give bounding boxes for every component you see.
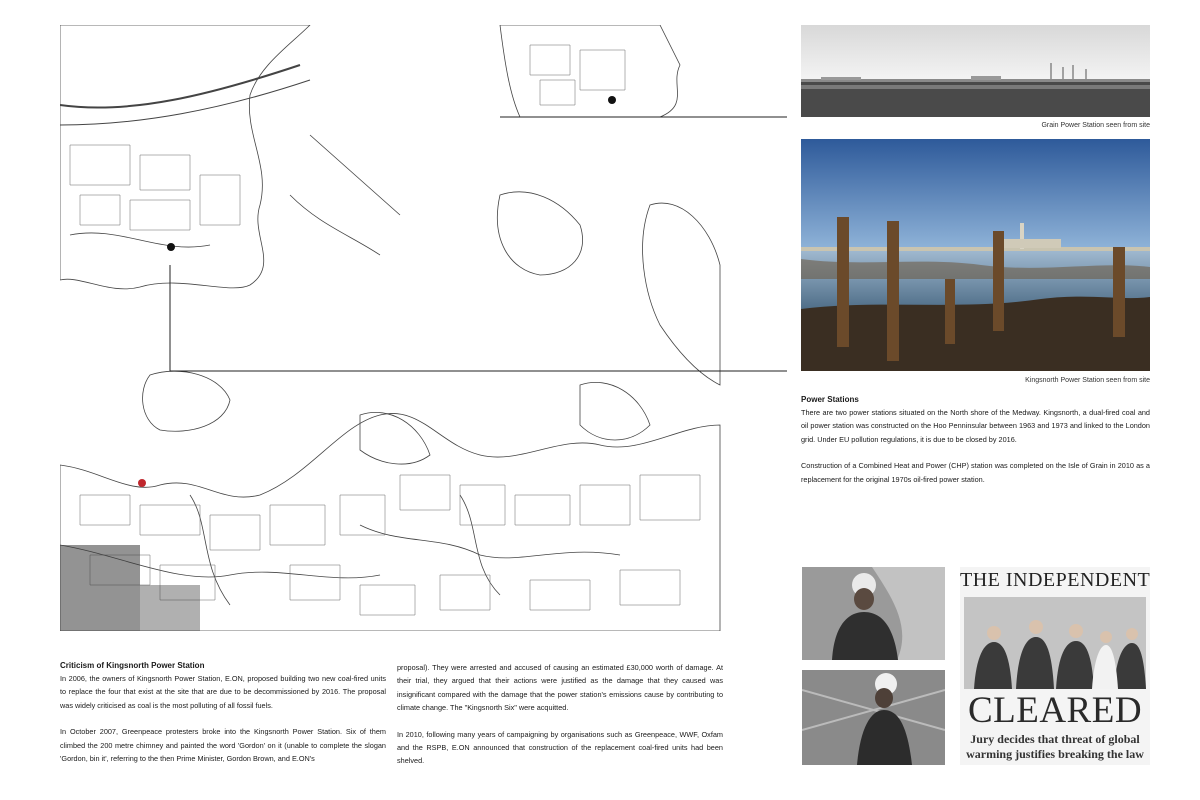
power-stations-paragraph-1: There are two power stations situated on the North shore of the Medway. Kingsnorth, a dual-fired coal and oil power station was constructed on the Hoo Penninsular between 1963 and 1973 and linked to the London grid. Under EU pollution regulations, it is due to be closed by 2016. [801, 408, 1150, 444]
newspaper-photo [964, 597, 1146, 689]
criticism-paragraph-4: In 2010, following many years of campaigning by organisations such as Greenpeace, WWF, Oxfam and the RSPB, E.ON announced that construction of the replacement coal-fired units had been shelved. [397, 729, 723, 766]
criticism-paragraph-2: In October 2007, Greenpeace protesters broke into the Kingsnorth Power Station. Six of them climbed the 200 metre chimney and painted the word 'Gordon' on it (unable to complete the slogan 'Gordon, bin it', referring to the then Prime Minister, Gordon Brown, and E.ON's [60, 727, 386, 764]
newspaper-headline: CLEARED [967, 690, 1143, 731]
power-stations-paragraph-2: Construction of a Combined Heat and Power (CHP) station was completed on the Isle of Grain in 2010 as a replacement for the original 1970s oil-fired power station. [801, 461, 1150, 484]
power-stations-heading: Power Stations [801, 395, 859, 404]
grain-photo-caption: Grain Power Station seen from site [1041, 122, 1150, 129]
power-stations-section [801, 395, 1150, 486]
kingsnorth-power-station-marker [167, 243, 175, 251]
criticism-column-2 [397, 661, 723, 768]
protester-photo-2 [802, 670, 945, 765]
protester-photo-1 [802, 567, 945, 660]
newspaper-subhead-2: warming justifies breaking the law [966, 747, 1144, 761]
criticism-paragraph-3: proposal). They were arrested and accused of causing an estimated £30,000 worth of damage. At their trial, they argued that their actions were justified as the damage that they caused was insignificant compared with the damage that the power station's emissions cause by contributing to climate change. The "Kingsnorth Six" were acquitted. [397, 663, 723, 713]
criticism-heading: Criticism of Kingsnorth Power Station [60, 661, 205, 670]
newspaper-masthead: THE INDEPENDENT [960, 569, 1150, 591]
newspaper-subhead-1: Jury decides that threat of global [970, 732, 1140, 746]
criticism-column-1 [60, 661, 386, 765]
kingsnorth-photo-caption: Kingsnorth Power Station seen from site [1025, 377, 1150, 384]
kingsnorth-photo [801, 139, 1150, 371]
criticism-paragraph-1: In 2006, the owners of Kingsnorth Power Station, E.ON, proposed building two new coal-fired units to replace the four that exist at the site that are due to be decommissioned by 2016. The proposal was widely criticised as coal is the most polluting of all fossil fuels. [60, 674, 386, 710]
grain-power-station-marker [608, 96, 616, 104]
grain-photo [801, 25, 1150, 117]
site-marker [138, 479, 146, 487]
newspaper-clipping [960, 567, 1150, 765]
ordnance-map [60, 25, 787, 631]
